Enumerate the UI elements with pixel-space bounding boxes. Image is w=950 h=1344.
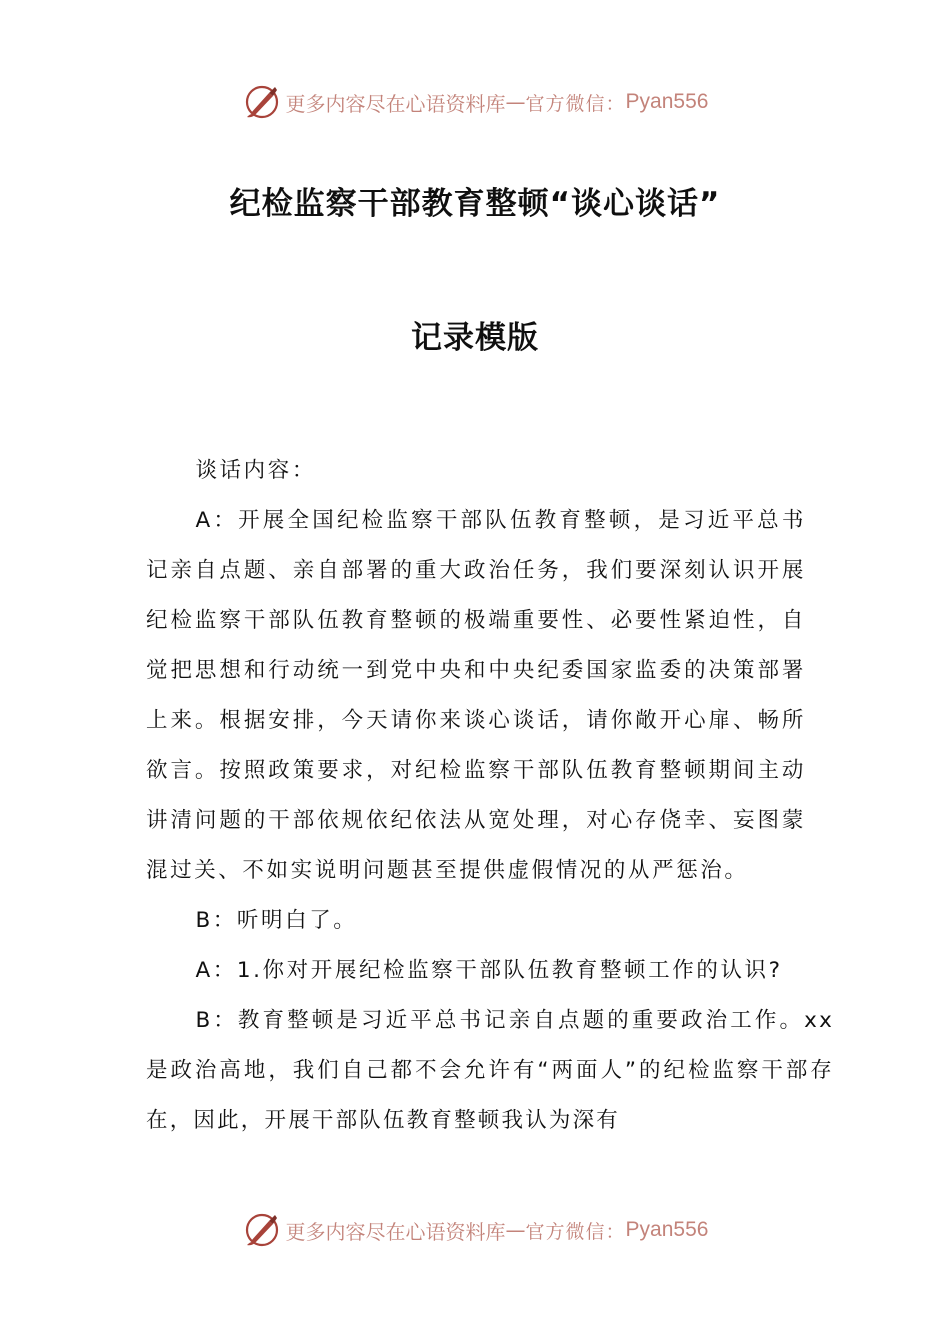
banner-text: 更多内容尽在心语资料库 bbox=[285, 91, 506, 116]
document-title-line-1: 纪检监察干部教育整顿“谈心谈话” bbox=[229, 186, 721, 222]
body-paragraph: B：听明白了。 bbox=[195, 908, 358, 933]
header-watermark-banner bbox=[0, 80, 950, 124]
document-title-line-2: 记录模版 bbox=[411, 320, 539, 356]
pen-logo-icon bbox=[242, 1210, 282, 1250]
wechat-id: Pyan556 bbox=[625, 1218, 709, 1241]
body-paragraph: B：教育整顿是习近平总书记亲自点题的重要政治工作。xx是政治高地，我们自己都不会允许有“两面人”的纪检监察干部存在，因此，开展干部队伍教育整顿我认为深有 bbox=[146, 1008, 834, 1133]
wechat-label: 官方微信： bbox=[525, 92, 626, 115]
document-body bbox=[146, 446, 834, 1146]
banner-separator: — bbox=[505, 1218, 526, 1242]
banner-separator: — bbox=[505, 90, 526, 114]
banner-text: 更多内容尽在心语资料库 bbox=[285, 1219, 506, 1244]
footer-watermark-banner bbox=[0, 1208, 950, 1252]
wechat-label: 官方微信： bbox=[525, 1220, 626, 1243]
body-paragraph: A：1.你对开展纪检监察干部队伍教育整顿工作的认识? bbox=[195, 958, 783, 983]
wechat-id: Pyan556 bbox=[625, 90, 709, 113]
body-heading: 谈话内容： bbox=[195, 458, 316, 483]
pen-logo-icon bbox=[242, 82, 282, 122]
body-paragraph: A：开展全国纪检监察干部队伍教育整顿，是习近平总书记亲自点题、亲自部署的重大政治任务，我们要深刻认识开展纪检监察干部队伍教育整顿的极端重要性、必要性紧迫性，自觉把思想和行动统一到党中央和中央纪委国家监委的决策部署上来。根据安排，今天请你来谈心谈话，请你敞开心扉、畅所欲言。按照政策要求，对纪检监察干部队伍教育整顿期间主动讲清问题的干部依规依纪依法从宽处理，对心存侥幸、妄图蒙混过关、不如实说明问题甚至提供虚假情况的从严惩治。 bbox=[146, 508, 806, 883]
